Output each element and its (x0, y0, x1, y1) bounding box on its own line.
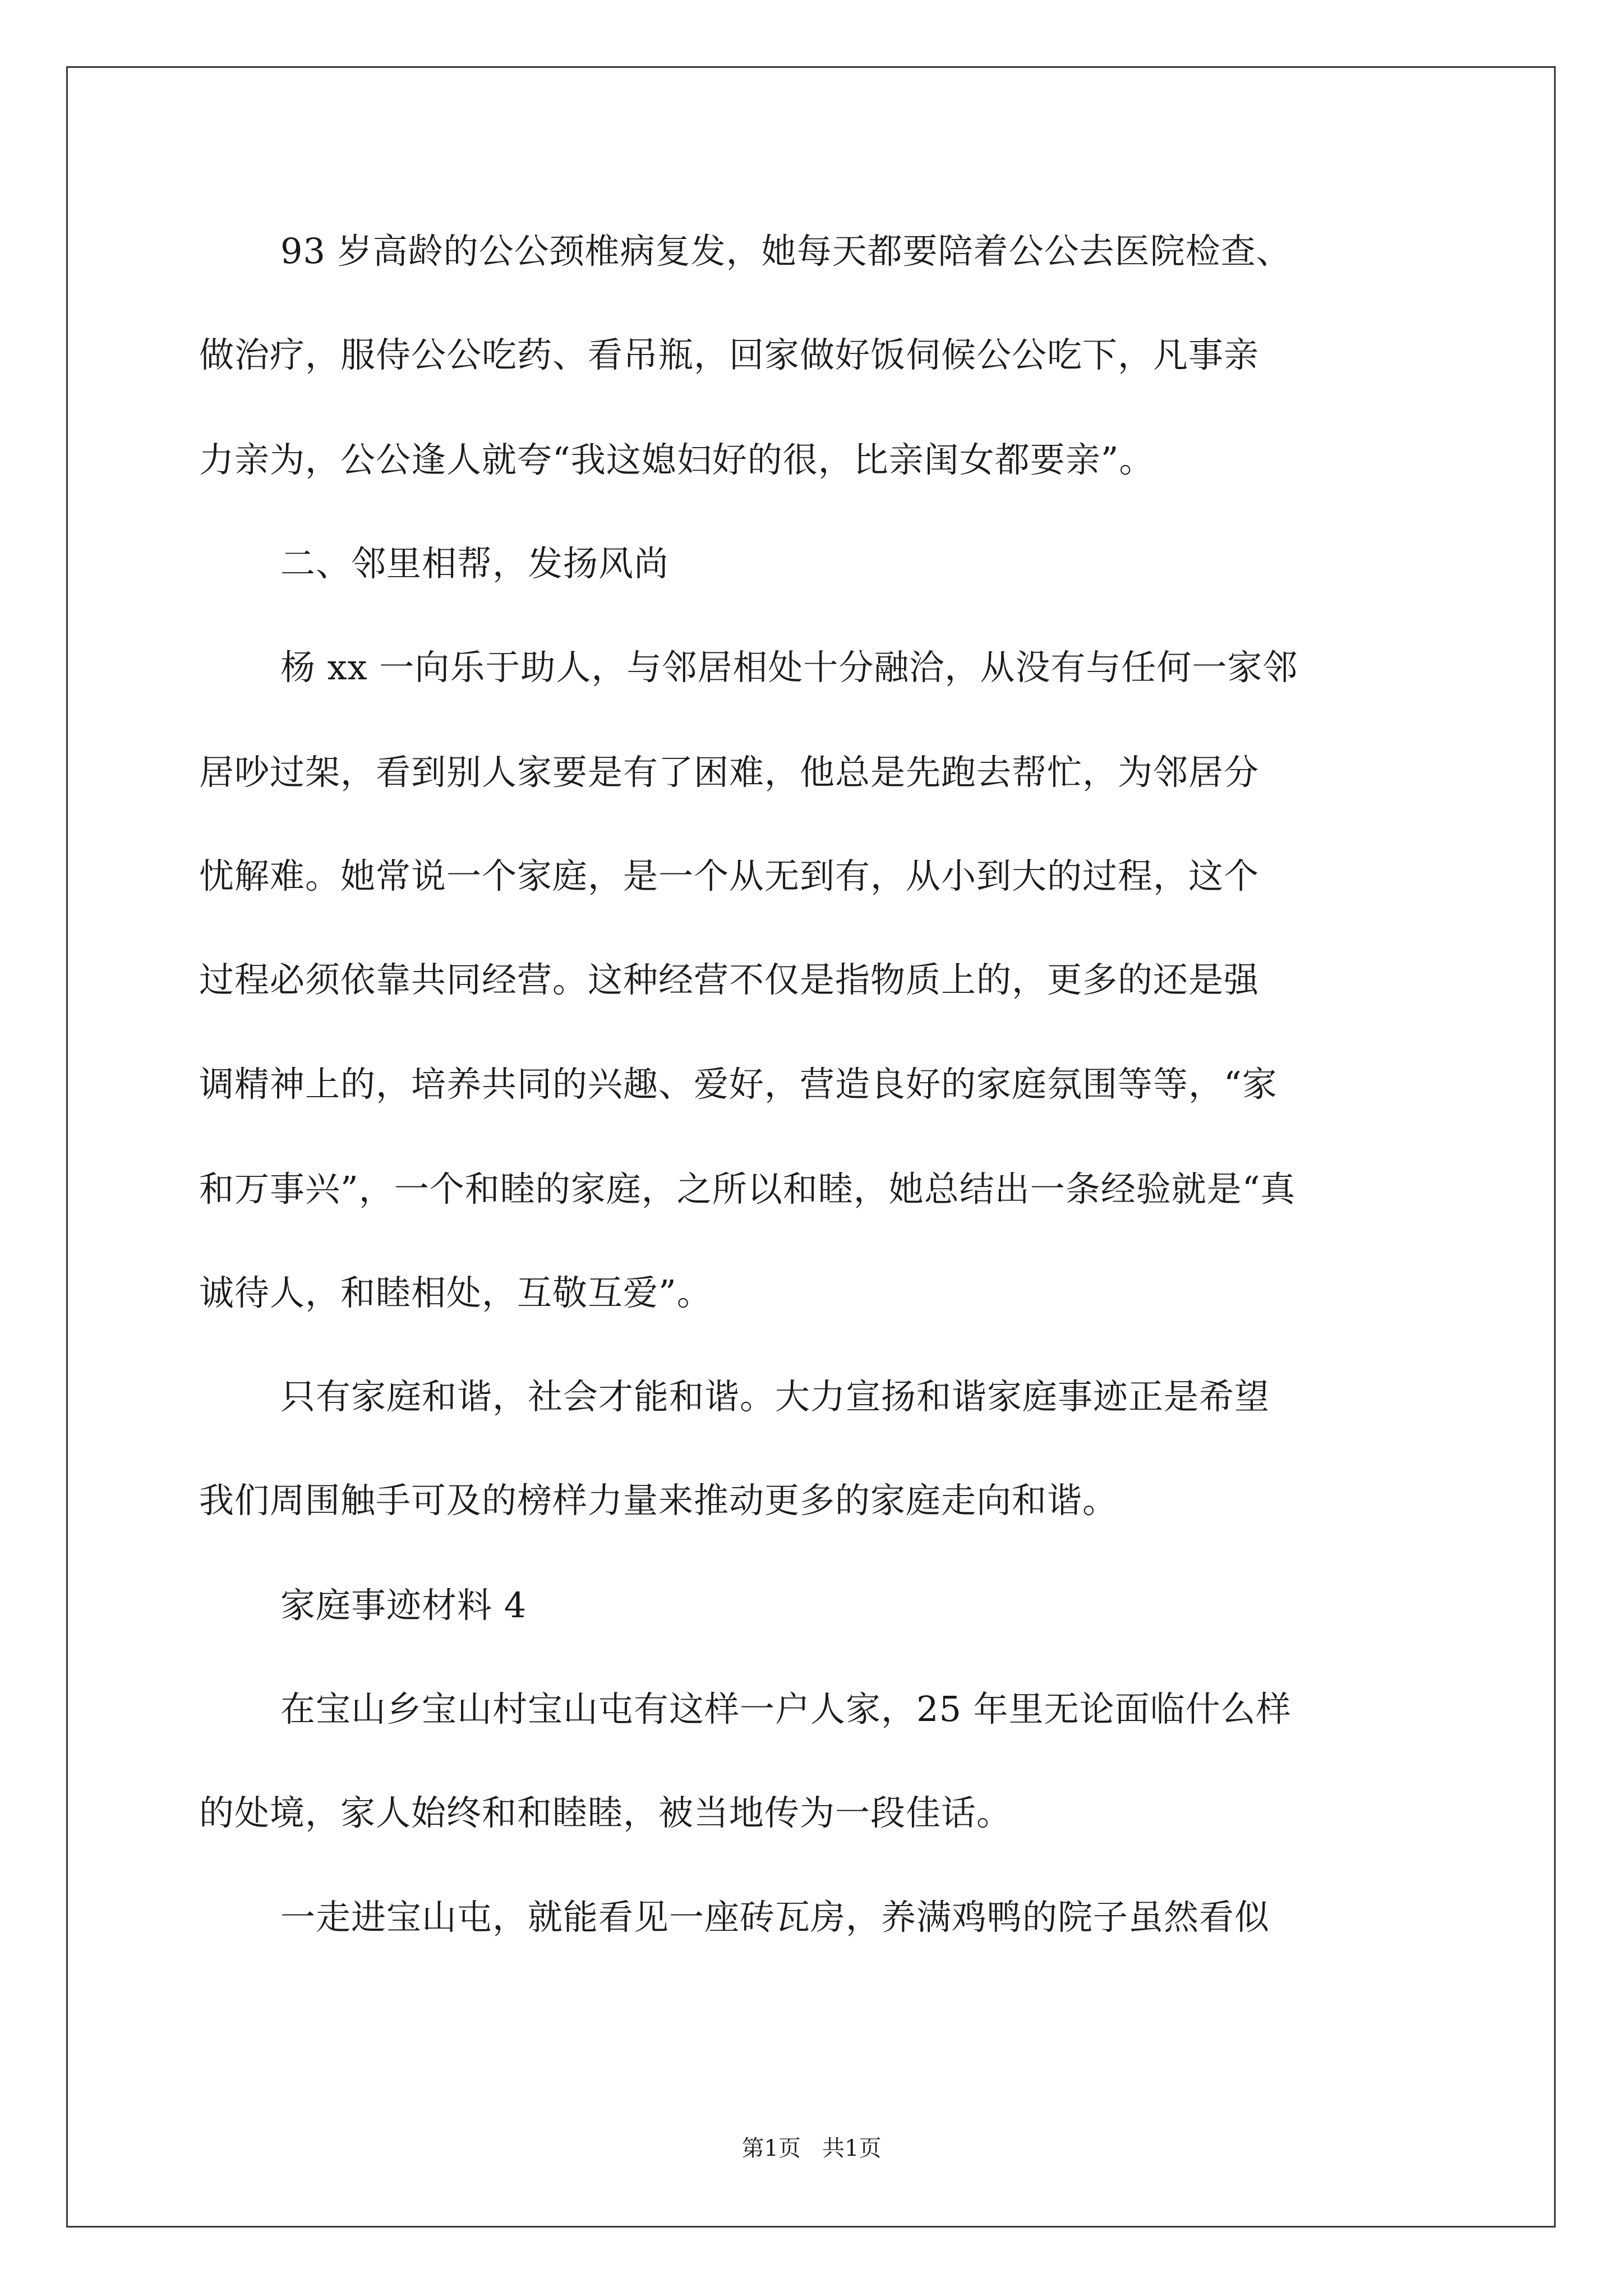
paragraph-line: 调精神上的，培养共同的兴趣、爱好，营造良好的家庭氛围等等，“家 (199, 1064, 1278, 1105)
paragraph-line: 和万事兴”，一个和睦的家庭，之所以和睦，她总结出一条经验就是“真 (199, 1168, 1296, 1209)
paragraph-line: 忧解难。她常说一个家庭，是一个从无到有，从小到大的过程，这个 (199, 855, 1260, 896)
paragraph-line: 我们周围触手可及的榜样力量来推动更多的家庭走向和谐。 (199, 1480, 1118, 1521)
paragraph-line: 一走进宝山屯，就能看见一座砖瓦房，养满鸡鸭的院子虽然看似 (280, 1897, 1270, 1938)
paragraph-line: 只有家庭和谐，社会才能和谐。大力宣扬和谐家庭事迹正是希望 (280, 1376, 1270, 1417)
section-heading: 二、邻里相帮，发扬风尚 (280, 543, 670, 584)
paragraph-line: 过程必须依靠共同经营。这种经营不仅是指物质上的，更多的还是强 (199, 959, 1260, 1000)
paragraph-line: 做治疗，服侍公公吃药、看吊瓶，回家做好饭伺候公公吃下，凡事亲 (199, 334, 1260, 375)
paragraph-line: 的处境，家人始终和和睦睦，被当地传为一段佳话。 (199, 1792, 1012, 1833)
paragraph-line: 93 岁高龄的公公颈椎病复发，她每天都要陪着公公去医院检查、 (280, 231, 1292, 272)
paragraph-line: 在宝山乡宝山村宝山屯有这样一户人家，25 年里无论面临什么样 (280, 1688, 1292, 1729)
paragraph-line: 诚待人，和睦相处，互敬互爱”。 (199, 1272, 712, 1313)
section-heading: 家庭事迹材料 4 (280, 1585, 527, 1626)
paragraph-line: 居吵过架，看到别人家要是有了困难，他总是先跑去帮忙，为邻居分 (199, 752, 1260, 793)
page-footer: 第1页 共1页 (741, 2136, 882, 2161)
paragraph-line: 杨 xx 一向乐于助人，与邻居相处十分融洽，从没有与任何一家邻 (280, 647, 1298, 688)
paragraph-line: 力亲为，公公逢人就夸“我这媳妇好的很，比亲闺女都要亲”。 (199, 439, 1155, 480)
